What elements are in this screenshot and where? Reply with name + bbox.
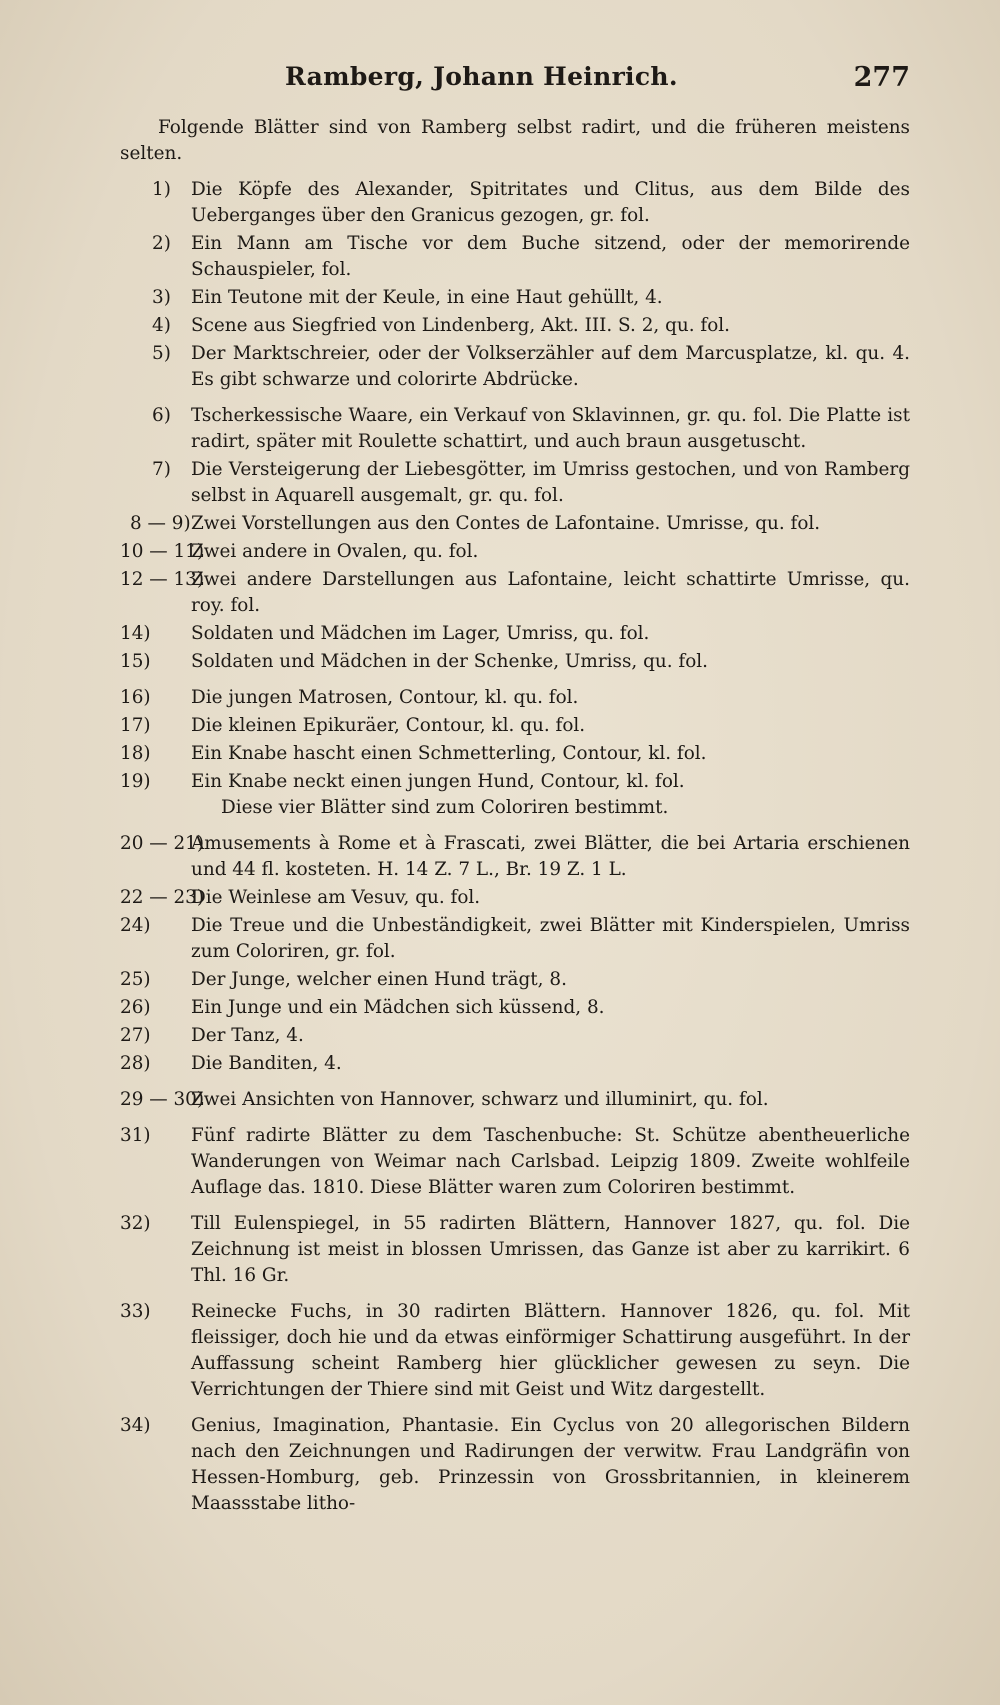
page-header (120, 62, 910, 102)
page-body (120, 115, 910, 1519)
list-item (120, 539, 910, 565)
entry-number: 26) (120, 997, 151, 1018)
list-item (120, 649, 910, 675)
list-item (120, 1299, 910, 1403)
entry-text: Tscherkessische Waare, ein Verkauf von Sklavinnen, gr. qu. fol. Die Platte ist radirt, später mit Roulette schattirt, und auch braun ausgetuscht. (191, 405, 910, 452)
entry-number: 22 — 23) (120, 887, 205, 908)
entry-number: 4) (152, 315, 171, 336)
entry-number: 6) (152, 405, 171, 426)
entry-number: 18) (120, 743, 151, 764)
entry-text: Der Junge, welcher einen Hund trägt, 8. (191, 969, 567, 990)
running-title: Ramberg, Johann Heinrich. (285, 62, 678, 91)
list-item (120, 1413, 910, 1517)
entry-number: 24) (120, 915, 151, 936)
list-item (120, 285, 910, 311)
list-item (120, 621, 910, 647)
entry-text: Scene aus Siegfried von Lindenberg, Akt. III. S. 2, qu. fol. (191, 315, 731, 336)
entry-text: Zwei andere in Ovalen, qu. fol. (191, 541, 479, 562)
entry-text: Zwei Ansichten von Hannover, schwarz und illuminirt, qu. fol. (191, 1089, 769, 1110)
entry-text: Die Weinlese am Vesuv, qu. fol. (191, 887, 481, 908)
entry-number: 7) (152, 459, 171, 480)
entry-text: Die Banditen, 4. (191, 1053, 342, 1074)
entry-number: 3) (152, 287, 171, 308)
list-item (120, 885, 910, 911)
list-item (120, 177, 910, 229)
entry-number: 14) (120, 623, 151, 644)
entry-number: 17) (120, 715, 151, 736)
entry-number: 20 — 21) (120, 833, 205, 854)
entry-text: Till Eulenspiegel, in 55 radirten Blättern, Hannover 1827, qu. fol. Die Zeichnung ist meist in blossen Umrissen, das Ganze ist aber zu karrikirt. 6 Thl. 16 Gr. (191, 1213, 910, 1286)
entry-text: Der Marktschreier, oder der Volkserzähler auf dem Marcusplatze, kl. qu. 4. Es gibt schwarze und colorirte Abdrücke. (191, 343, 910, 390)
entry-number: 1) (152, 179, 171, 200)
list-item (120, 713, 910, 739)
list-item (120, 313, 910, 339)
entry-text: Der Tanz, 4. (191, 1025, 304, 1046)
list-item (120, 741, 910, 767)
list-item (120, 231, 910, 283)
list-item (120, 1211, 910, 1289)
entry-number: 25) (120, 969, 151, 990)
entry-number: 29 — 30) (120, 1089, 205, 1110)
entry-number: 31) (120, 1125, 151, 1146)
list-item (120, 769, 910, 821)
list-item (120, 1051, 910, 1077)
list-item (120, 511, 910, 537)
entry-number: 2) (152, 233, 171, 254)
entry-number: 5) (152, 343, 171, 364)
list-item (120, 685, 910, 711)
entry-text: Zwei andere Darstellungen aus Lafontaine, leicht schattirte Umrisse, qu. roy. fol. (191, 569, 910, 616)
entry-text: Ein Teutone mit der Keule, in eine Haut gehüllt, 4. (191, 287, 663, 308)
entry-number: 16) (120, 687, 151, 708)
list-item (120, 403, 910, 455)
entry-number: 32) (120, 1213, 151, 1234)
page-number: 277 (853, 62, 910, 93)
entry-text: Reinecke Fuchs, in 30 radirten Blättern. Hannover 1826, qu. fol. Mit fleissiger, doch hie und da etwas einförmiger Schattirung ausgeführt. In der Auffassung scheint Ramberg hier glücklicher gewesen zu seyn. Die Verrichtungen der Thiere sind mit Geist und Witz dargestellt. (191, 1301, 910, 1400)
entry-text: Die kleinen Epikuräer, Contour, kl. qu. fol. (191, 715, 586, 736)
list-item (120, 1123, 910, 1201)
list-item (120, 1087, 910, 1113)
entry-number: 28) (120, 1053, 151, 1074)
entry-note: Diese vier Blätter sind zum Coloriren bestimmt. (221, 797, 669, 818)
entry-number: 8 — 9) (130, 513, 191, 534)
entry-number: 34) (120, 1415, 151, 1436)
entry-text: Ein Knabe hascht einen Schmetterling, Contour, kl. fol. (191, 743, 707, 764)
entry-number: 12 — 13) (120, 569, 205, 590)
entry-number: 15) (120, 651, 151, 672)
entry-number: 33) (120, 1301, 151, 1322)
entry-text: Ein Knabe neckt einen jungen Hund, Contour, kl. fol. (191, 771, 685, 792)
entry-number: 19) (120, 771, 151, 792)
entry-text: Amusements à Rome et à Frascati, zwei Blätter, die bei Artaria erschienen und 44 fl. kosteten. H. 14 Z. 7 L., Br. 19 Z. 1 L. (191, 833, 910, 880)
list-item (120, 457, 910, 509)
list-item (120, 967, 910, 993)
entry-text: Genius, Imagination, Phantasie. Ein Cyclus von 20 allegorischen Bildern nach den Zeichnungen und Radirungen der verwitw. Frau Landgräfin von Hessen-Homburg, geb. Prinzessin von Grossbritannien, in kleinerem Maassstabe litho- (191, 1415, 910, 1514)
entry-text: Zwei Vorstellungen aus den Contes de Lafontaine. Umrisse, qu. fol. (191, 513, 821, 534)
entry-text: Die jungen Matrosen, Contour, kl. qu. fol. (191, 687, 579, 708)
list-item (120, 913, 910, 965)
entry-text: Die Köpfe des Alexander, Spitritates und Clitus, aus dem Bilde des Ueberganges über den Granicus gezogen, gr. fol. (191, 179, 910, 226)
entry-text: Fünf radirte Blätter zu dem Taschenbuche: St. Schütze abentheuerliche Wanderungen von Weimar nach Carlsbad. Leipzig 1809. Zweite wohlfeile Auflage das. 1810. Diese Blätter waren zum Coloriren bestimmt. (191, 1125, 910, 1198)
entry-number: 10 — 11) (120, 541, 205, 562)
entry-text: Ein Junge und ein Mädchen sich küssend, 8. (191, 997, 605, 1018)
list-item (120, 995, 910, 1021)
list-item (120, 831, 910, 883)
entry-number: 27) (120, 1025, 151, 1046)
list-item (120, 341, 910, 393)
entry-text: Soldaten und Mädchen im Lager, Umriss, qu. fol. (191, 623, 650, 644)
entry-text: Die Treue und die Unbeständigkeit, zwei Blätter mit Kinderspielen, Umriss zum Coloriren, gr. fol. (191, 915, 910, 962)
entry-text: Soldaten und Mädchen in der Schenke, Umriss, qu. fol. (191, 651, 708, 672)
entry-text: Die Versteigerung der Liebesgötter, im Umriss gestochen, und von Ramberg selbst in Aquarell ausgemalt, gr. qu. fol. (191, 459, 910, 506)
intro-paragraph: Folgende Blätter sind von Ramberg selbst radirt, und die früheren meistens selten. (120, 117, 910, 164)
entry-text: Ein Mann am Tische vor dem Buche sitzend, oder der memorirende Schauspieler, fol. (191, 233, 910, 280)
list-item (120, 567, 910, 619)
list-item (120, 1023, 910, 1049)
